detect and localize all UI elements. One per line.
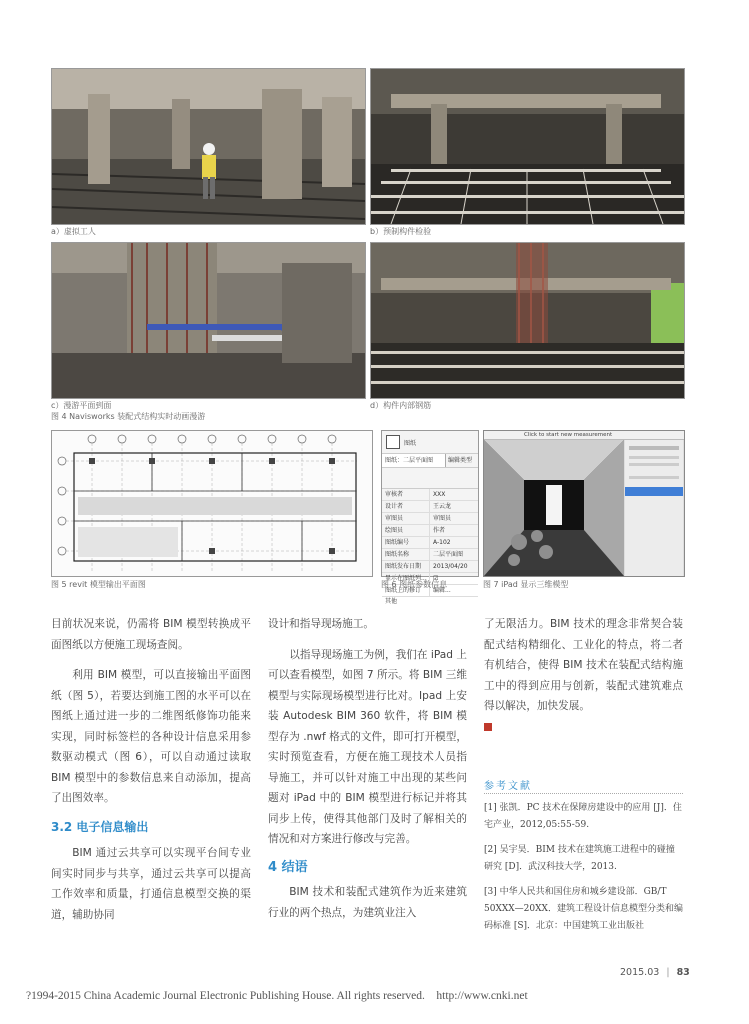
figure-4a-caption: a）虚拟工人: [51, 227, 96, 236]
dialog-row: 图纸编号 A-102: [382, 537, 478, 549]
figure-4d-internal-rebar: [370, 242, 685, 399]
page-number: 83: [676, 967, 690, 978]
figure-7-ipad-screen: [483, 430, 685, 577]
dialog-row: 设计者 王云龙: [382, 501, 478, 513]
paragraph: BIM 技术和装配式建筑作为近来建筑行业的两个热点，为建筑业注入: [268, 886, 467, 919]
measurement-banner[interactable]: Click to start new measurement: [524, 432, 613, 438]
paragraph: 设计和指导现场施工。: [268, 618, 374, 630]
paragraph: 目前状况来说，仍需将 BIM 模型转换成平面图纸以方便施工现场查阅。: [51, 618, 251, 651]
dialog-row: 图纸发布日期 2013/04/20: [382, 561, 478, 573]
section-heading-3-2: 3.2 电子信息输出: [51, 819, 149, 834]
references-divider: [484, 793, 683, 794]
column-2: [268, 614, 467, 923]
column-1: [51, 614, 251, 925]
dialog-header: [382, 431, 478, 454]
dialog-row: 图纸名称 二层平面图: [382, 549, 478, 561]
reference-item: [3] 中华人民共和国住房和城乡建设部．GB/T 50XXX—20XX．建筑工程设计信息模型分类和编码标准 [S]．北京：中国建筑工业出版社: [484, 887, 683, 931]
figure-4c-caption: c）漫游平面到面: [51, 401, 112, 410]
figure-4-caption: 图 4 Navisworks 装配式结构实时动画漫游: [51, 412, 206, 421]
edit-type-button[interactable]: 编辑类型: [448, 457, 473, 464]
figure-4c-walkthrough: [51, 242, 366, 399]
dialog-row: 显示在图纸列... ☑: [382, 573, 478, 585]
paragraph: 利用 BIM 模型，可以直接输出平面图纸（图 5），若要达到施工图的水平可以在图纸上通过进一步的二维图纸修饰功能来实现，同时标签栏的各种设计信息采用参数驱动模式（图 6），可以自动通过读取 BIM 模型中的参数信息来自动添加，提高了出图效率。: [51, 669, 251, 804]
reference-list: [484, 800, 683, 943]
column-3: [484, 614, 683, 737]
reference-item: [2] 吴宇昊．BIM 技术在建筑施工进程中的碰撞研究 [D]．武汉科技大学，2013.: [484, 845, 675, 872]
figure-4a-virtual-worker: [51, 68, 366, 225]
dialog-footer: 其他: [385, 598, 398, 605]
figure-6-caption: 图 6 图纸参数信息: [381, 580, 448, 589]
references-heading: 参考文献: [484, 781, 532, 792]
figure-4b-caption: b）预制构件检验: [370, 227, 432, 236]
paragraph: 以指导现场施工为例，我们在 iPad 上可以查看模型，如图 7 所示。将 BIM 三维模型与实际现场模型进行比对。Ipad 上安装 Autodesk BIM 360 软件，将 BIM 模型存为 .nwf 格式的文件，即可打开模型，实时预览查看，方便在施工现技术人员指导施工，并可以针对施工中出现的某些问题对 iPad 中的 BIM 模型进行标记并将其同步上传，使得其他部门及时了解相关的情况和对方案进行修改与完善。: [268, 648, 467, 845]
page-footer: 2015.03 | 83: [620, 967, 690, 978]
reference-item: [1] 张凯．PC 技术在保障房建设中的应用 [J]．住宅产业，2012,05:55-59.: [484, 803, 682, 830]
sheet-selector[interactable]: 图纸：二层平面图: [382, 454, 446, 467]
figure-7-caption: 图 7 iPad 显示三维模型: [483, 580, 569, 589]
dialog-title: 图纸: [404, 439, 417, 447]
figure-4b-prefab-inspection: [370, 68, 685, 225]
dialog-row: 审图员 审图员: [382, 513, 478, 525]
dialog-row[interactable]: 图纸上的修订 编辑...: [382, 585, 478, 597]
paragraph: 了无限活力。BIM 技术的理念非常契合装配式结构精细化、工业化的特点，将二者有机结合，使得 BIM 技术在装配式结构施工中的得到应用与创新，装配式建筑难点得以解决，加快发展。: [484, 618, 683, 712]
dialog-row: 审核者 XXX: [382, 489, 478, 501]
sheet-icon: [386, 435, 400, 449]
figure-5-caption: 图 5 revit 模型输出平面图: [51, 580, 146, 589]
ipad-side-panel: [625, 440, 683, 576]
section-heading-4: 4 结语: [268, 859, 308, 875]
end-mark-icon: [484, 723, 492, 731]
figure-5-plan-drawing: [51, 430, 373, 577]
copyright-line: ?1994-2015 China Academic Journal Electronic Publishing House. All rights reserved. http://www.cnki.net: [26, 990, 528, 1002]
figure-4d-caption: d）构件内部钢筋: [370, 401, 432, 410]
dialog-row: 绘图员 作者: [382, 525, 478, 537]
issue-number: 2015.03: [620, 967, 660, 978]
paragraph: BIM 通过云共享可以实现平台间专业间实时同步与共享，通过云共享可以提高工作效率和质量，打通信息模型交换的渠道，辅助协同: [51, 847, 251, 921]
